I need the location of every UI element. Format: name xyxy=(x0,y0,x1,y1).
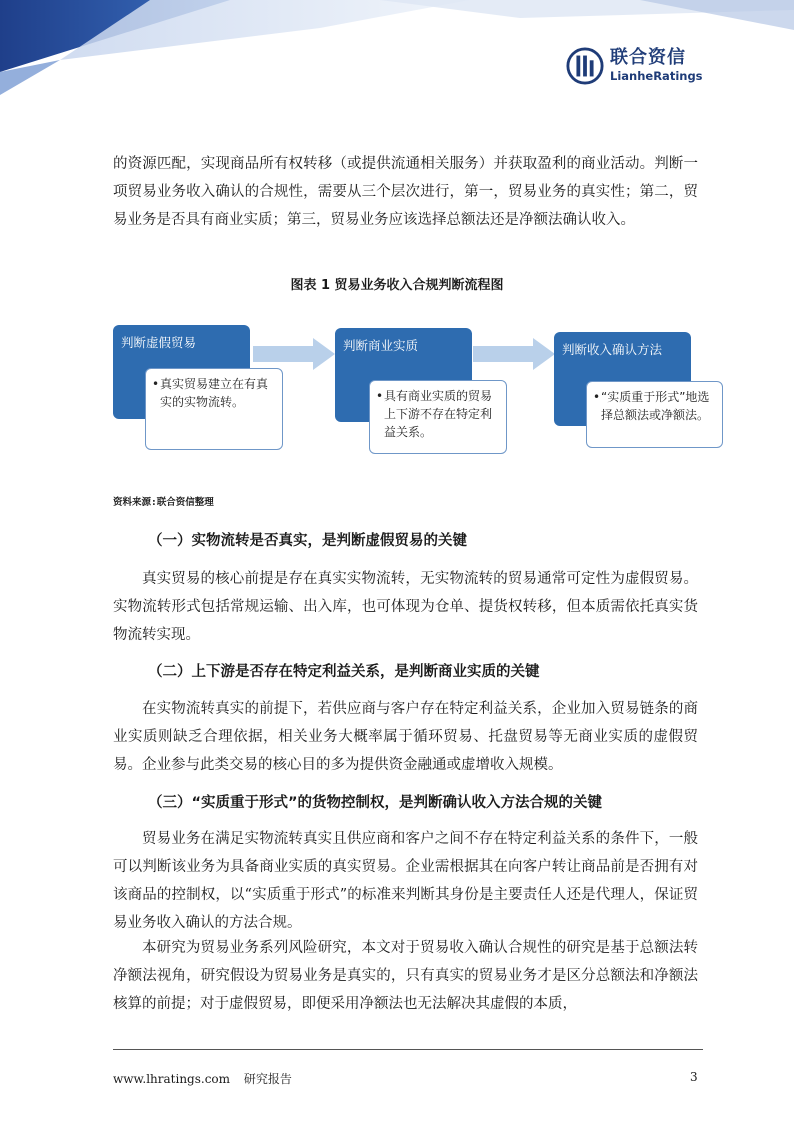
section-heading-2: （二）上下游是否存在特定利益关系，是判断商业实质的关键 xyxy=(148,664,540,680)
paragraph-section-2: 在实物流转真实的前提下，若供应商与客户存在特定利益关系，企业加入贸易链条的商业实质则缺乏合理依据，相关业务大概率属于循环贸易、托盘贸易等无商业实质的虚假贸易。企业参与此类交易的核心目的多为提供资金融通或虚增收入规模。 xyxy=(113,701,698,773)
flow-arrow-icon xyxy=(253,338,335,370)
flow-step-text: 真实贸易建立在有真实的实物流转。 xyxy=(160,377,269,409)
flow-step-title: 判断虚假贸易 xyxy=(121,335,197,350)
paragraph-closing: 本研究为贸易业务系列风险研究，本文对于贸易收入确认合规性的研究是基于总额法转净额法视角，研究假设为贸易业务是真实的，只有真实的贸易业务才是区分总额法和净额法核算的前提；对于虚假贸易，即便采用净额法也无法解决其虚假的本质， xyxy=(113,940,698,1012)
flow-step-1-detail xyxy=(145,368,283,450)
flow-step-title: 判断收入确认方法 xyxy=(562,342,663,357)
flow-step-2-detail xyxy=(369,380,507,454)
footer-info xyxy=(113,1070,292,1087)
flow-step-text: “实质重于形式”地选择总额法或净额法。 xyxy=(601,390,710,422)
bullet: • xyxy=(593,390,601,404)
section-heading-3: （三）“实质重于形式”的货物控制权，是判断确认收入方法合规的关键 xyxy=(148,795,603,811)
section-heading-1: （一）实物流转是否真实，是判断虚假贸易的关键 xyxy=(148,533,467,549)
paragraph-section-1: 真实贸易的核心前提是存在真实实物流转，无实物流转的贸易通常可定性为虚假贸易。实物流转形式包括常规运输、出入库，也可体现为仓单、提货权转移，但本质需依托真实货物流转实现。 xyxy=(113,571,698,643)
flow-step-3-detail xyxy=(586,381,723,448)
page-number: 3 xyxy=(690,1070,698,1084)
company-logo xyxy=(566,42,716,90)
flow-arrow-icon xyxy=(473,338,555,370)
flow-step-title: 判断商业实质 xyxy=(343,338,419,353)
logo-mark-icon xyxy=(566,47,604,85)
paragraph-intro: 的资源匹配，实现商品所有权转移（或提供流通相关服务）并获取盈利的商业活动。判断一项贸易业务收入确认的合规性，需要从三个层次进行，第一，贸易业务的真实性；第二，贸易业务是否具有商业实质；第三，贸易业务应该选择总额法还是净额法确认收入。 xyxy=(113,156,698,228)
figure-source: 资料来源:联合资信整理 xyxy=(113,497,214,508)
flow-step-text: 具有商业实质的贸易上下游不存在特定利益关系。 xyxy=(384,389,493,439)
bullet: • xyxy=(376,389,384,403)
figure-caption: 图表 1 贸易业务收入合规判断流程图 xyxy=(290,278,504,293)
footer-website[interactable]: www.lhratings.com xyxy=(113,1072,231,1086)
logo-cn-text: 联合资信 xyxy=(610,47,686,69)
paragraph-section-3: 贸易业务在满足实物流转真实且供应商和客户之间不存在特定利益关系的条件下，一般可以判断该业务为具备商业实质的真实贸易。企业需根据其在向客户转让商品前是否拥有对该商品的控制权，以“实质重于形式”的标准来判断其身份是主要责任人还是代理人，保证贸易业务收入确认的方法合规。 xyxy=(113,831,698,931)
bullet: • xyxy=(152,377,160,391)
footer-divider xyxy=(113,1049,703,1050)
footer-doc-type: 研究报告 xyxy=(243,1072,292,1086)
logo-en-text: LianheRatings xyxy=(610,69,703,84)
flow-chart xyxy=(113,320,713,460)
